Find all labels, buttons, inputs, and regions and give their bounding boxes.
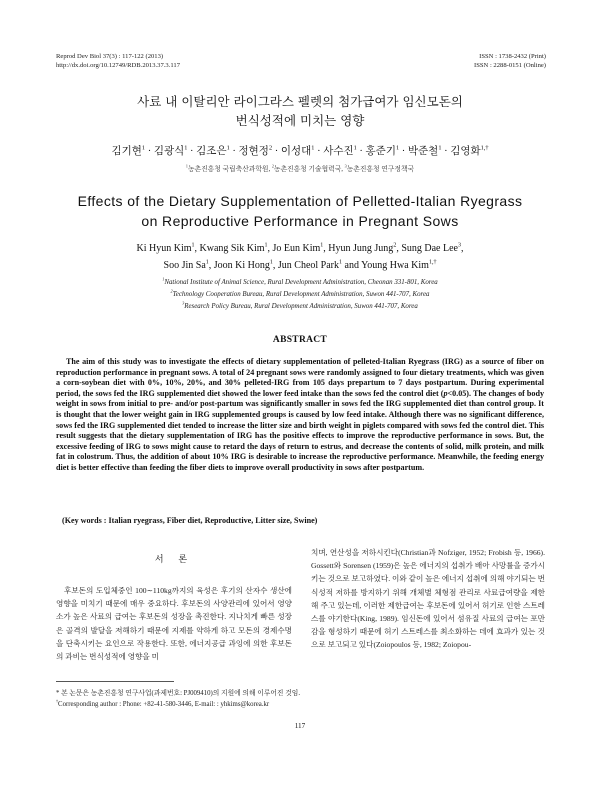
author-line-1: Ki Hyun Kim$^1$, Kwang Sik Kim$^1$, Jo Eun Kim$^1$, Hyun Jung Jung$^2$, Sung Dae Lee$^3$, — [136, 242, 464, 254]
author-name: 정현정 — [238, 146, 269, 157]
corresponding-author-footnote — [56, 698, 546, 708]
author-affiliation-mark: 1 — [141, 144, 146, 152]
issn-print: ISSN : 1738-2432 (Print) — [479, 53, 546, 60]
affiliation-mark: 2 — [170, 288, 173, 294]
doi-link[interactable]: http://dx.doi.org/10.12749/RDB.2013.37.3.117 — [56, 62, 181, 69]
affiliation-text: 농촌진흥청 기술협력국, — [273, 166, 345, 173]
affiliation-text: 농촌진흥청 연구정책국 — [346, 166, 415, 173]
author-separator: · — [356, 146, 366, 157]
author-name: , Joon Ki Hong — [208, 260, 270, 271]
affiliation-mark: 3 — [182, 300, 185, 306]
introduction-left-column: 후보돈의 도입체중인 100∼110kg까지의 육성은 후기의 산자수 생산에 영향을 미치기 때문에 매우 중요하다. 후보돈의 사양관리에 있어서 영양소가 높은 사료의 급여는 후보돈의 성장을 촉진한다. 지나치게 빠른 성장은 골격의 발달을 저해하기 때문에 지제를 약하게 하고 모돈의 경제수명을 단축시키는 요인으로 작용한다. 또한, 에너지공급 과잉에 의한 후보돈의 과비는 번식성적에 영향을 미 — [56, 586, 292, 662]
affiliation-mark: 1 — [185, 163, 188, 169]
author-affiliation-mark: 1 — [191, 242, 195, 249]
author-affiliation-mark: 1 — [184, 144, 188, 152]
author-affiliation-mark: 1 — [339, 259, 342, 266]
author-name: 김기현 — [111, 146, 142, 157]
introduction-heading: 서 론 — [154, 555, 194, 565]
affiliation-line — [0, 277, 600, 289]
author-affiliation-mark: 1 — [205, 259, 209, 266]
affiliation-line — [0, 301, 600, 313]
author-affiliation-mark: 2 — [393, 242, 397, 249]
author-name: Soo Jin Sa — [163, 260, 206, 271]
affiliation-mark: 1 — [162, 276, 165, 282]
author-separator: · — [229, 146, 239, 157]
author-affiliation-mark: 1 — [264, 242, 268, 249]
english-title — [0, 191, 600, 231]
author-name: 박준철 — [407, 146, 439, 157]
english-title-line-2: on Reproductive Performance in Pregnant Sows — [141, 213, 459, 229]
author-affiliation-mark: 1 — [438, 144, 442, 152]
author-affiliation-mark: 1,† — [428, 259, 437, 266]
author-affiliation-mark: 1 — [269, 259, 273, 266]
author-affiliation-mark: 1 — [320, 242, 324, 249]
author-separator: · — [399, 146, 408, 157]
author-name: 김광식 — [153, 146, 185, 157]
running-header-left — [56, 52, 180, 70]
author-separator: · — [187, 146, 197, 157]
footnote-divider — [56, 681, 174, 682]
author-affiliation-mark: 2 — [268, 144, 273, 152]
author-name: , Kwang Sik Kim — [194, 243, 265, 254]
korean-title — [0, 92, 600, 130]
author-name: , Hyun Jung Jung — [323, 243, 394, 254]
author-affiliation-mark: 1,† — [480, 144, 489, 152]
author-affiliation-mark: 1 — [311, 144, 315, 152]
affiliation-line — [0, 289, 600, 301]
author-separator: · — [272, 146, 281, 157]
english-author-list — [0, 240, 600, 274]
author-affiliation-mark: 1 — [395, 144, 400, 152]
abstract-text: The aim of this study was to investigate the effects of dietary supplementation of pelleted-Italian Ryegrass (IRG) as a source of fiber on reproduction performance in pregnant sows. A total of 24 pregnant sows were randomly assigned to four dietary treatments, which was given a corn-soybean diet with 0%, 10%, 20%, and 30% pelleted-IRG from 105 days prepartum to 7 days postpartum. During experimental period, the sows fed the IRG supplemented diet showed the lower feed intake than the sows fed the control diet ( — [56, 357, 544, 398]
author-name: 김조은 — [196, 146, 227, 157]
running-header-right — [474, 52, 546, 70]
corresponding-author-text: Corresponding author : Phone: +82-41-580-3446, E-mail: : yhkims@korea.kr — [58, 701, 270, 708]
author-name: , Jun Cheol Park — [272, 260, 339, 271]
dagger-mark: † — [56, 698, 59, 704]
english-affiliations — [0, 277, 600, 312]
author-separator: · — [441, 146, 451, 157]
author-name: and Young Hwa Kim — [342, 260, 429, 271]
author-name: , Sung Dae Lee — [396, 243, 458, 254]
affiliation-text: Research Policy Bureau, Rural Development Administration, Suwon 441-707, Korea — [184, 302, 418, 310]
funding-footnote: * 본 논문은 농촌진흥청 연구사업(과제번호: PJ009410)의 지원에 의해 이루어진 것임. — [56, 690, 301, 697]
journal-reference: Reprod Dev Biol 37(3) : 117-122 (2013) — [56, 53, 164, 60]
author-name: 이성대 — [280, 146, 312, 157]
korean-title-line-1: 사료 내 이탈리안 라이그라스 펠렛의 첨가급여가 임신모돈의 — [137, 94, 463, 109]
author-separator: · — [145, 146, 154, 157]
affiliation-mark: 2 — [271, 163, 274, 169]
abstract-body — [56, 357, 544, 474]
abstract-text: <0.05). The changes of body weight in sows from initial to pre- and/or post-partum was significantly smaller in sows fed the IRG supplemented diet than control group. It is thought that the lower weight gain in IRG supplemented groups is caused by low feed intake. Although there was no significant difference, sows fed the IRG supplemented diet tended to increase the litter size and birth weight in piglets compared with sows fed the control diet. This result suggests that the dietary supplementation of IRG has the positive effects to improve the reproductive performance in sows. But, the excessive feeding of IRG to sows might cause to retard the days of return to estrus, and decrease the contents of solid, milk protein, and milk fat in colostrum. Thus, the addition of about 10% IRG is desirable to increase the reproductive performance. Meanwhile, the feeding energy diet is better effective than feeding the fiber diets to improve overall productivity in sows after postpartum. — [56, 388, 544, 472]
author-affiliation-mark: 1 — [226, 144, 230, 152]
issn-online: ISSN : 2288-0151 (Online) — [474, 62, 546, 69]
affiliation-text: 농촌진흥청 국립축산과학원, — [187, 166, 272, 173]
korean-author-list — [0, 145, 600, 159]
author-name: , Jo Eun Kim — [267, 243, 321, 254]
author-name: 사수진 — [323, 146, 354, 157]
author-name: Ki Hyun Kim — [136, 243, 192, 254]
keywords: (Key words : Italian ryegrass, Fiber diet, Reproductive, Litter size, Swine) — [62, 516, 318, 525]
author-name: 김영화 — [450, 146, 481, 157]
introduction-right-column: 치며, 연산성을 저하시킨다(Christian과 Nofziger, 1952; Frobish 등, 1966). Gossett와 Sorensen (1959)은 높은 에너지의 섭취가 배아 사망률을 증가시키는 것으로 보고하였다. 이와 같이 높은 에너지 섭취에 의해 야기되는 번식성적 저하를 방지하기 위해 개체별 체형점 관리로 사료급여량을 제한해 주고 있는데, 이러한 제한급여는 후보돈에 있어서 허기로 인한 스트레스를 야기한다(King, 1989). 임신돈에 있어서 섬유질 사료의 급여는 포만감을 형성하기 때문에 허기 스트레스를 최소화하는 데에 효과가 있는 것으로 보고되고 있다(Zoiopoulos 등, 1982; Zoiopou- — [311, 548, 545, 650]
abstract-p-symbol: p — [443, 388, 448, 398]
author-separator: · — [314, 146, 324, 157]
affiliation-text: National Institute of Animal Science, Rural Development Administration, Cheonan 331-801, Korea — [164, 279, 438, 286]
korean-affiliations — [0, 163, 600, 173]
page-number: 117 — [294, 722, 306, 730]
english-title-line-1: Effects of the Dietary Supplementation of Pelletted-Italian Ryegrass — [77, 193, 523, 209]
author-name: 홍준기 — [365, 146, 396, 157]
korean-title-line-2: 번식성적에 미치는 영향 — [235, 113, 365, 128]
affiliation-mark: 3 — [344, 163, 347, 169]
affiliation-text: Technology Cooperation Bureau, Rural Development Administration, Suwon 441-707, Korea — [172, 290, 430, 298]
author-affiliation-mark: 3 — [457, 242, 461, 249]
author-affiliation-mark: 1 — [353, 144, 357, 152]
author-line-2 — [0, 257, 600, 274]
abstract-heading: ABSTRACT — [272, 335, 328, 345]
